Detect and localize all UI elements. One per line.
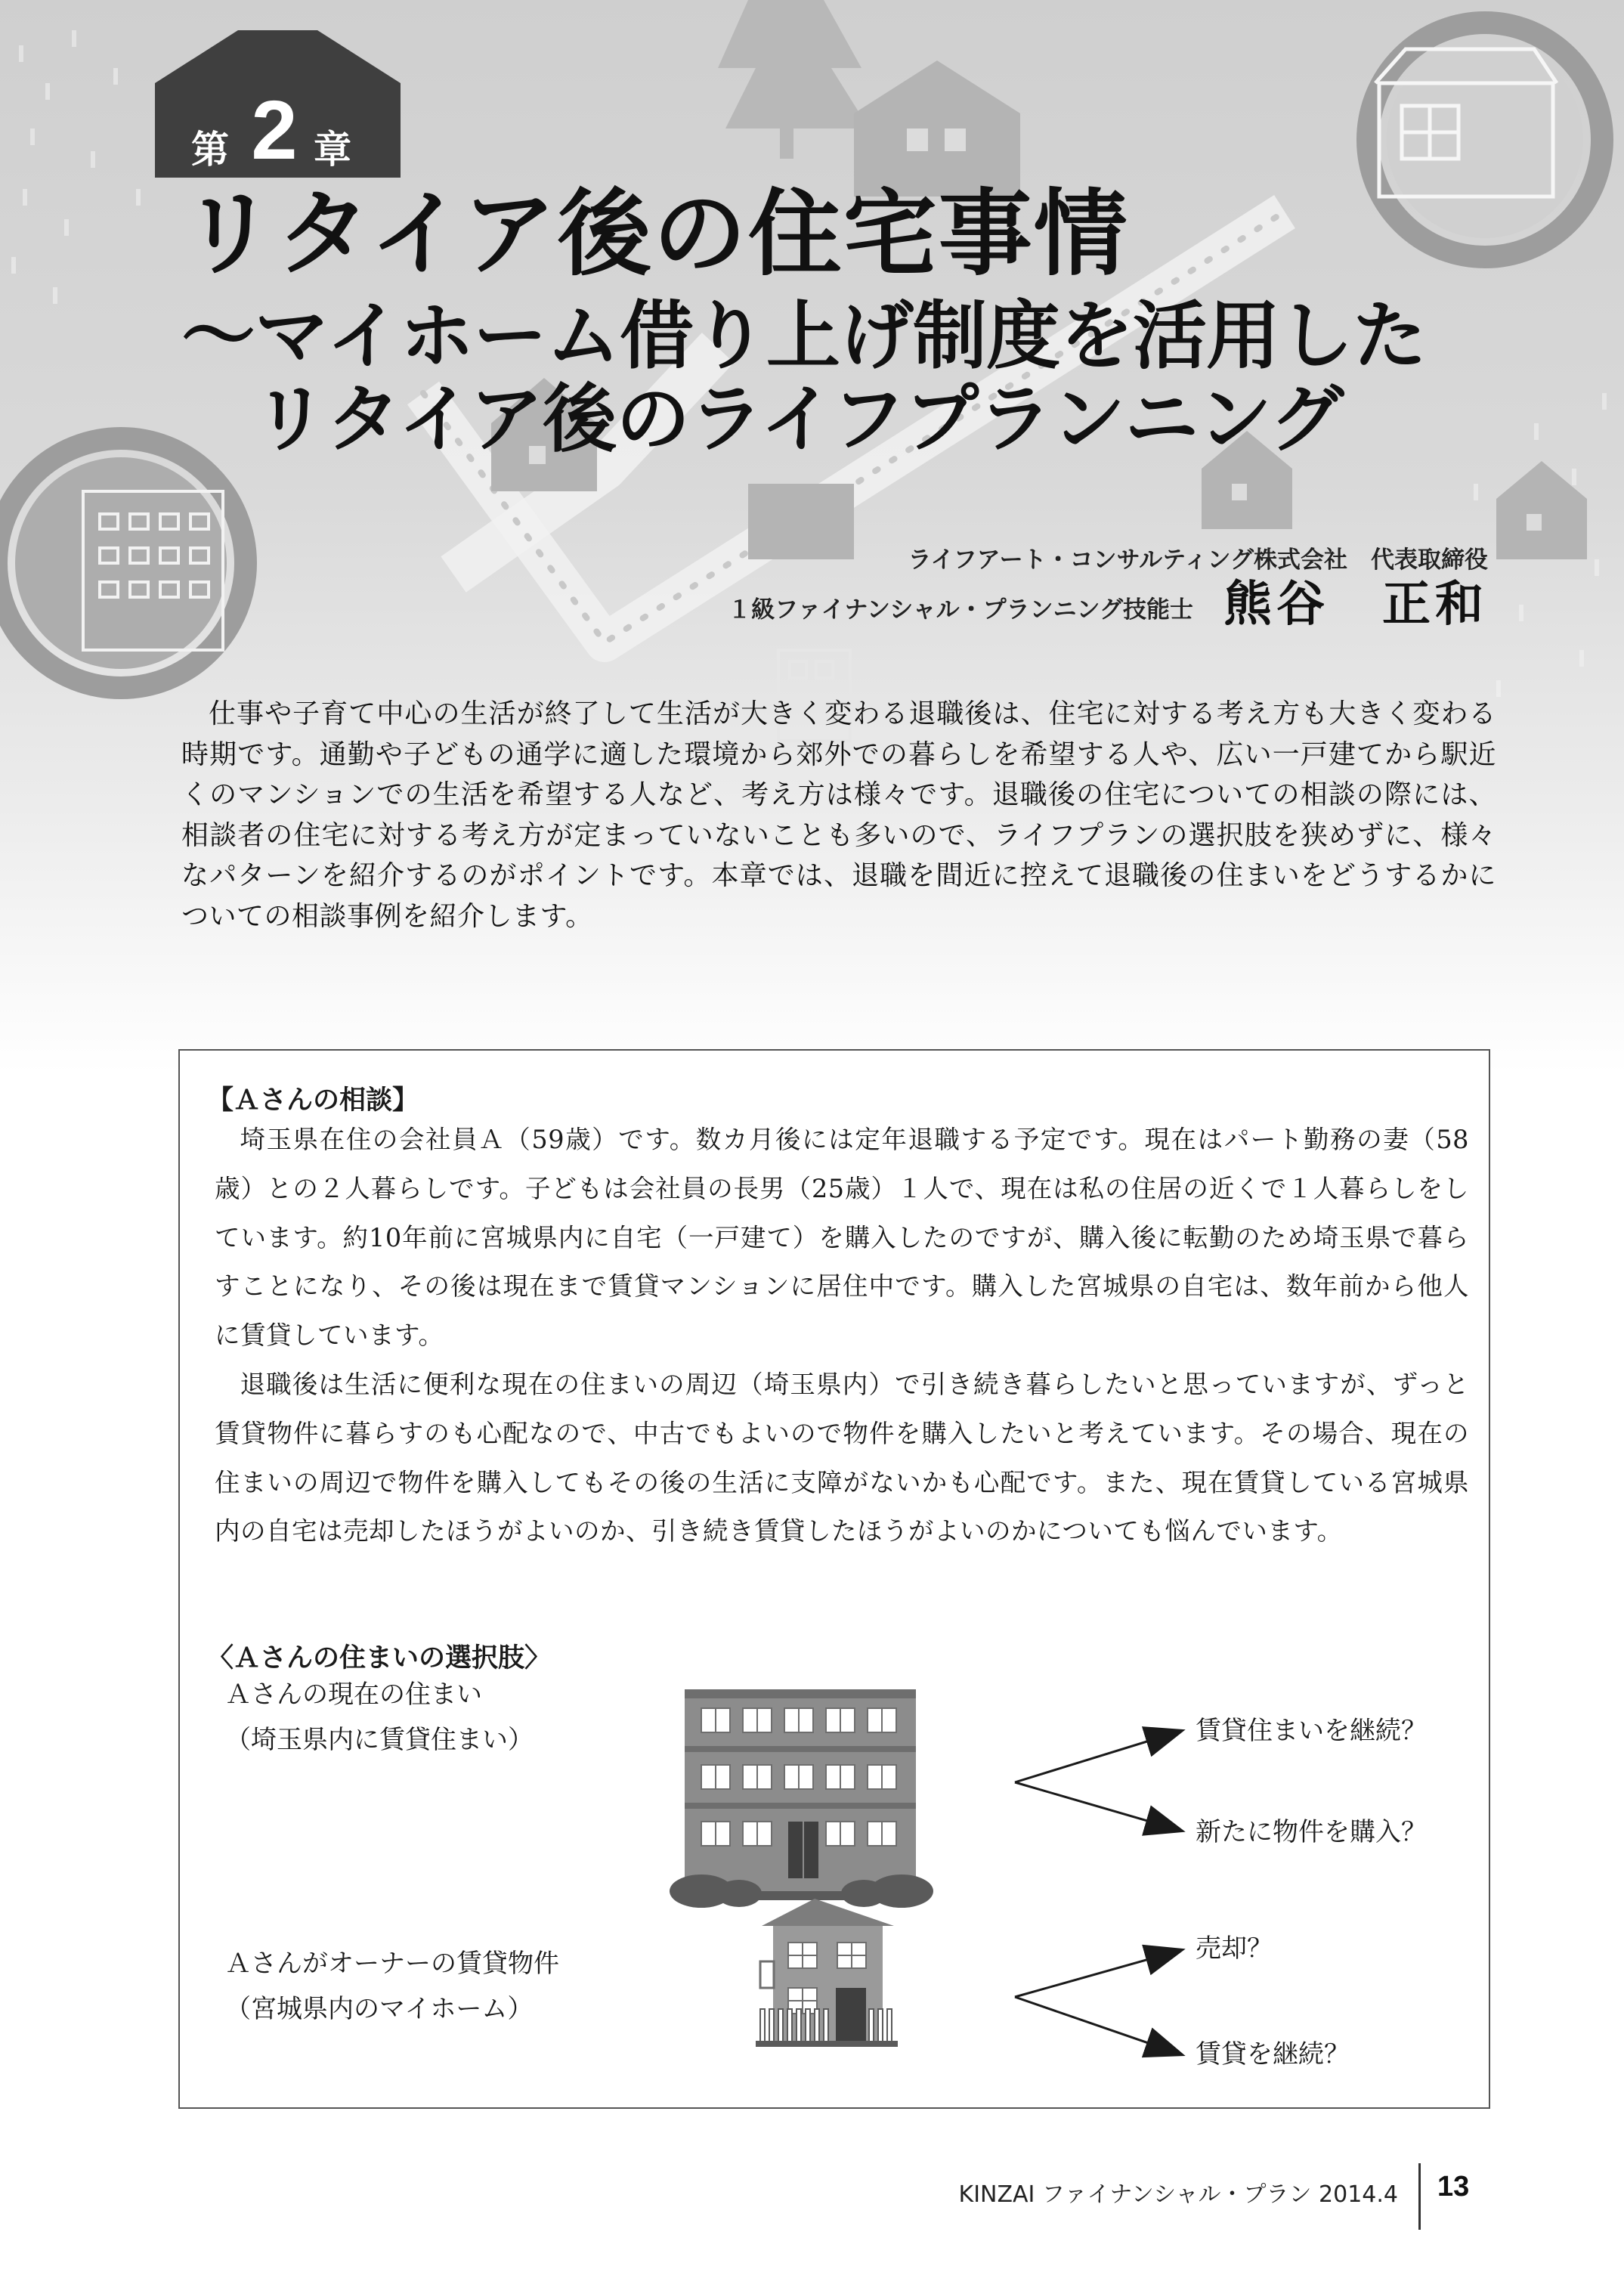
option-buy-property: 新たに物件を購入？	[1196, 1817, 1427, 1847]
intro-section	[181, 694, 1496, 936]
consultation-heading: 【Ａさんの相談】	[207, 1085, 419, 1116]
arrow-sell	[1015, 1950, 1181, 1997]
intro-paragraph: 仕事や子育て中心の生活が終了して生活が大きく変わる退職後は、住宅に対する考え方も大きく変わる時期です。通勤や子どもの通学に適した環境から郊外での暮らしを希望する人や、広い一戸建てから駅近くのマンションでの生活を希望する人など、考え方は様々です。退職後の住宅についての相談の際には、相談者の住宅に対する考え方が定まっていないことも多いので、ライフプランの選択肢を狭めずに、様々なパターンを紹介するのがポイントです。本章では、退職を間近に控えて退職後の住まいをどうするかについての相談事例を紹介します。	[181, 698, 1496, 932]
footer-magazine-title: KINZAI ファイナンシャル・プラン 2014.4	[958, 2181, 1398, 2208]
arrow-continue-rent	[1015, 1731, 1181, 1782]
consultation-paragraph-2: 退職後は生活に便利な現在の住まいの周辺（埼玉県内）で引き続き暮らしたいと思っていますが、ずっと賃貸物件に暮らすのも心配なので、中古でもよいので物件を購入したいと考えています。その場合、現在の住まいの周辺で物件を購入してもその後の生活に支障がないかも心配です。また、現在賃貸している宮城県内の自宅は売却したほうがよいのか、引き続き賃貸したほうがよいのかについても悩んでいます。	[215, 1369, 1469, 1546]
subtitle-line-2: リタイア後のライフプランニング	[253, 376, 1344, 463]
author-credit	[728, 574, 1488, 635]
subtitle-line-1: ～マイホーム借り上げ制度を活用した	[181, 293, 1427, 379]
footer-divider	[1418, 2163, 1421, 2230]
chapter-prefix: 第	[191, 128, 229, 172]
chapter-number: 2	[251, 84, 298, 177]
page-number: 13	[1437, 2171, 1470, 2203]
page-title: リタイア後の住宅事情	[181, 180, 1129, 289]
apartment-building-icon	[670, 1689, 933, 1908]
author-qualification: １級ファイナンシャル・プランニング技能士	[728, 596, 1193, 624]
option-sell: 売却？	[1196, 1933, 1273, 1964]
chapter-badge	[155, 30, 401, 181]
chapter-suffix: 章	[314, 128, 351, 172]
consultation-box	[178, 1049, 1490, 2109]
options-heading: 〈Ａさんの住まいの選択肢〉	[207, 1643, 552, 1673]
option-continue-lease: 賃貸を継続？	[1196, 2039, 1350, 2070]
house-icon	[756, 1899, 898, 2047]
owned-home-label: Ａさんがオーナーの賃貸物件 （宮城県内のマイホーム）	[225, 1949, 559, 2024]
consultation-paragraph-1: 埼玉県在住の会社員Ａ（59歳）です。数カ月後には定年退職する予定です。現在はパート勤務の妻（58歳）との２人暮らしです。子どもは会社員の長男（25歳）１人で、現在は私の住居の近くで１人暮らしをしています。約10年前に宮城県内に自宅（一戸建て）を購入したのですが、購入後に転勤のため埼玉県で暮らすことになり、その後は現在まで賃貸マンションに居住中です。購入した宮城県の自宅は、数年前から他人に賃貸しています。	[215, 1125, 1469, 1351]
option-continue-rent: 賃貸住まいを継続？	[1196, 1716, 1427, 1746]
author-affiliation: ライフアート・コンサルティング株式会社 代表取締役	[908, 546, 1488, 574]
arrow-buy-property	[1015, 1782, 1181, 1831]
author-name: 熊谷 正和	[1223, 576, 1488, 633]
arrow-continue-lease	[1015, 1997, 1181, 2054]
current-home-label: Ａさんの現在の住まい （埼玉県内に賃貸住まい）	[225, 1679, 534, 1755]
